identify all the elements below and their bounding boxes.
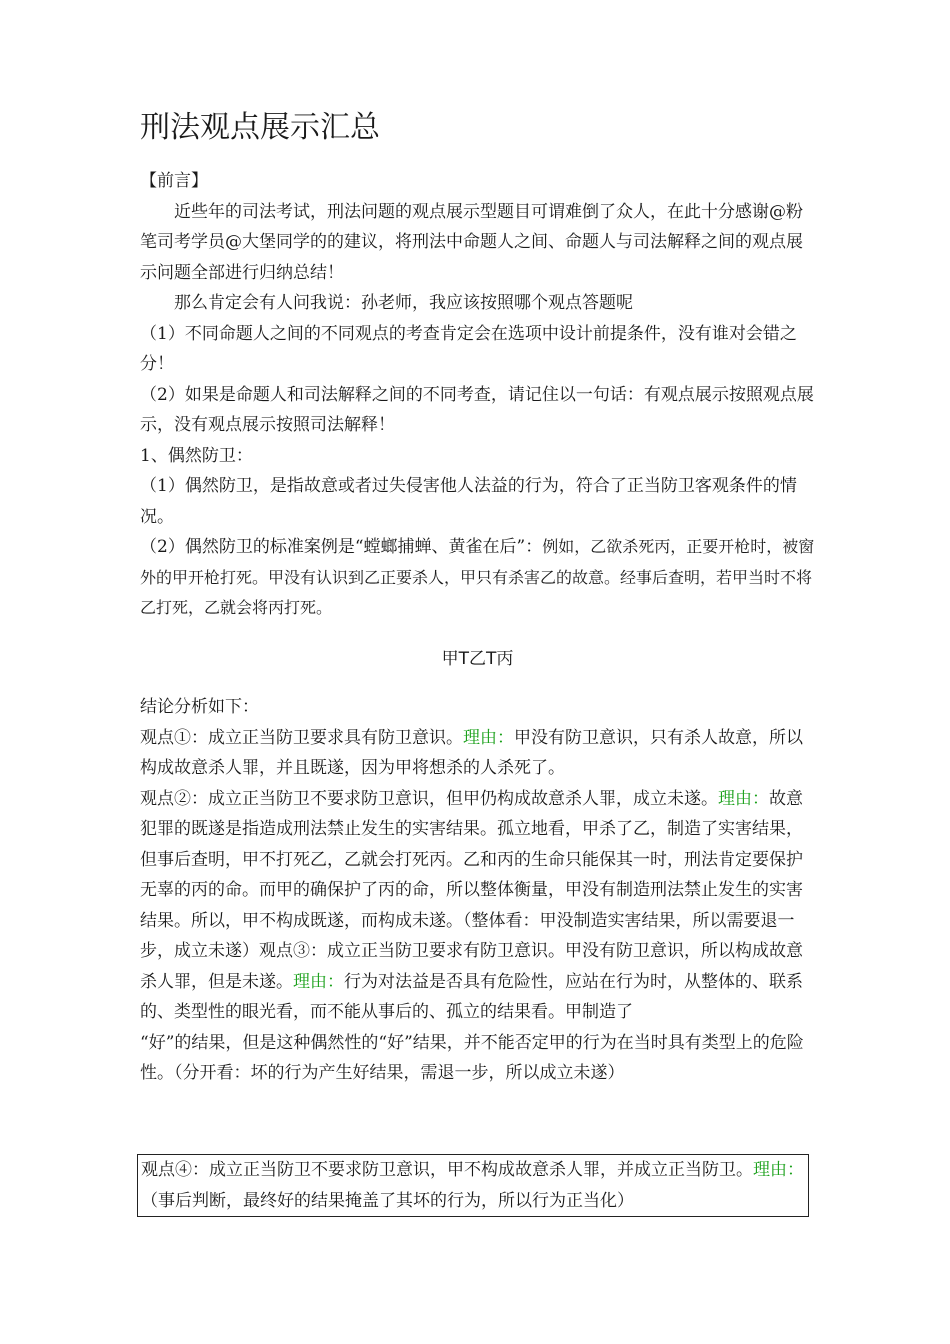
viewpoint-2-label: 观点②： xyxy=(140,788,208,809)
viewpoint-3-text: 成立正当防卫要求有防卫意识。甲没有防卫意识，所以构成故意杀人罪，但是未遂。 xyxy=(140,941,803,992)
viewpoint-3-label: 观点③： xyxy=(259,941,327,961)
viewpoint-2-text: 成立正当防卫不要求防卫意识，但甲仍构成故意杀人罪，成立未遂。 xyxy=(208,788,718,809)
preface-point-2: （2）如果是命题人和司法解释之间的不同考查，请记住以一句话：有观点展示按照观点展示，没有观点展示按照司法解释！ xyxy=(140,384,814,435)
preface-point-1: （1）不同命题人之间的不同观点的考查肯定会在选项中设计前提条件，没有谁对会错之分！ xyxy=(140,323,797,374)
viewpoint-1-label: 观点①： xyxy=(140,727,208,748)
viewpoint-1-text: 成立正当防卫要求具有防卫意识。 xyxy=(208,727,463,748)
viewpoint-4-label: 观点④： xyxy=(141,1160,209,1180)
viewpoint-4-text: 成立正当防卫不要求防卫意识，甲不构成故意杀人罪，并成立正当防卫。 xyxy=(209,1160,753,1180)
viewpoint-3-reason-a: 行为对法益是否具有危险性，应站在行为时，从整体的、联系的、类型性的眼光看，而不能从事后的、孤立的结果看。甲制造了 xyxy=(140,971,803,1022)
viewpoint-4-reason-label: 理由： xyxy=(753,1160,804,1180)
definition-2 xyxy=(140,532,815,624)
viewpoint-1 xyxy=(140,723,815,784)
viewpoint-3-reason-label: 理由： xyxy=(293,971,344,992)
document-title: 刑法观点展示汇总 xyxy=(140,110,380,145)
viewpoint-2-reason-label: 理由： xyxy=(718,788,769,809)
viewpoint-3-continued: “好”的结果，但是这种偶然性的“好”结果，并不能否定甲的行为在当时具有类型上的危险性。（分开看：坏的行为产生好结果，需退一步，所以成立未遂） xyxy=(140,1032,804,1083)
analysis-heading: 结论分析如下： xyxy=(140,697,259,717)
case-diagram: 甲T乙T丙 xyxy=(441,648,514,669)
definition-2-example: 例如，乙欲杀死丙，正要开枪时，被窗外的甲开枪打死。甲没有认识到乙正要杀人，甲只有杀害乙的故意。经事后查明，若甲当时不将乙打死，乙就会将丙打死。 xyxy=(140,537,815,617)
viewpoint-2-reason: 故意犯罪的既遂是指造成刑法禁止发生的实害结果。孤立地看，甲杀了乙，制造了实害结果，但事后查明，甲不打死乙，乙就会打死丙。乙和丙的生命只能保其一时，刑法肯定要保护无辜的丙的命。而甲的确保护了丙的命，所以整体衡量，甲没有制造刑法禁止发生的实害结果。所以，甲不构成既遂，而构成未遂。（整体看：甲没制造实害结果，所以需要退一步，成立未遂） xyxy=(140,788,803,961)
viewpoint-1-reason-label: 理由： xyxy=(463,727,514,748)
section-heading-1: 1、偶然防卫： xyxy=(140,445,253,466)
definition-2-lead: （2）偶然防卫的标准案例是“螳螂捕蝉、黄雀在后”： xyxy=(140,537,543,557)
preface-heading: 【前言】 xyxy=(140,171,208,191)
definition-1: （1）偶然防卫，是指故意或者过失侵害他人法益的行为，符合了正当防卫客观条件的情况。 xyxy=(140,476,797,527)
viewpoint-4 xyxy=(141,1155,808,1216)
viewpoint-4-reason: （事后判断，最终好的结果掩盖了其坏的行为，所以行为正当化） xyxy=(141,1190,634,1211)
document-body xyxy=(140,166,815,1089)
preface-paragraph-2: 那么肯定会有人问我说：孙老师，我应该按照哪个观点答题呢 xyxy=(174,293,633,313)
preface-paragraph-1: 近些年的司法考试，刑法问题的观点展示型题目可谓难倒了众人，在此十分感谢@粉笔司考学员@大堡同学的的建议，将刑法中命题人之间、命题人与司法解释之间的观点展示问题全部进行归纳总结！ xyxy=(140,201,803,283)
viewpoint-1-reason: 甲没有防卫意识，只有杀人故意，所以构成故意杀人罪，并且既遂，因为甲将想杀的人杀死了。 xyxy=(140,727,803,778)
viewpoint-4-box xyxy=(137,1154,809,1217)
viewpoint-2 xyxy=(140,784,815,1028)
